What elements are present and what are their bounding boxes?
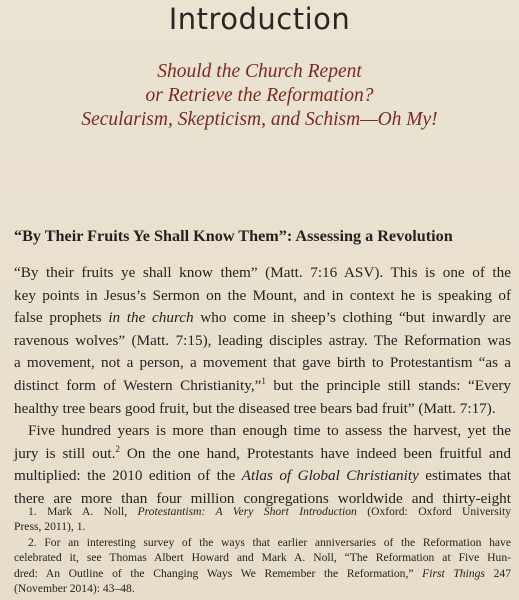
text-run: distinct form of Western Christianity,” [14,376,262,394]
text-run: (Oxford: Oxford University [356,505,512,518]
subtitle-line-2: or Retrieve the Reformation? [145,85,374,106]
paragraph-2 [14,420,511,510]
footnote-ref-2[interactable]: 2 [115,443,120,454]
body-line: a movement, not a person, a movement that gave birth to Protestantism “as a [14,354,511,372]
text-run: dred: An Outline of the Changing Ways We Remember the Reformation,” [14,566,423,580]
section-heading: “By Their Fruits Ye Shall Know Them”: Assessing a Revolution [14,227,453,245]
footnote-2-line: 2. For an interesting survey of the ways that earlier anniversaries of the Reformation have [28,535,511,549]
body-line: “By their fruits ye shall know them” (Matt. 7:16 ASV). This is one of the [14,264,511,281]
italic-run: Protestantism: A Very Short Introduction [137,505,357,518]
text-run: who come in sheep’s clothing “but inwardly are [193,309,511,327]
italic-run: in the church [108,309,194,327]
footnotes [14,504,511,596]
text-run: 1. Mark A. Noll, [28,505,138,518]
text-run: estimates that [418,467,511,485]
text-run: multiplied: the 2010 edition of the [14,467,242,485]
text-run: false prophets [14,309,109,327]
footnote-2-line: (November 2014): 43–48. [14,582,135,596]
body-line: Five hundred years is more than enough time to assess the harvest, yet the [28,422,511,440]
body-line [14,307,511,330]
body-line [14,375,511,398]
text-run: On the one hand, Protestants have indeed been fruitful and [119,444,511,462]
italic-run: Atlas of Global Christianity [241,467,419,485]
italic-run: First Things [422,566,485,580]
body-line: ravenous wolves” (Matt. 7:15), leading disciples astray. The Reformation was [14,331,511,349]
body-line: there are more than four million congregations worldwide and thirty-eight [14,489,511,507]
body-line: healthy tree bears good fruit, but the diseased tree bears bad fruit” (Matt. 7:17). [14,399,496,417]
footnote-2-line [14,566,511,581]
body-line: key points in Jesus’s Sermon on the Mount, and in context he is speaking of [14,286,511,304]
chapter-title: Introduction [168,2,351,36]
footnote-1-line: Press, 2011), 1. [14,520,86,534]
body-line [14,443,511,466]
text-run: jury is still out. [14,444,116,462]
subtitle-line-1: Should the Church Repent [157,61,362,82]
subtitle-line-3: Secularism, Skepticism, and Schism—Oh My! [81,109,438,130]
text-run: 247 [484,566,511,580]
footnote-ref-1[interactable]: 1 [261,375,266,386]
text-run: but the principle still stands: “Every [265,376,511,394]
body-line [14,465,511,488]
paragraph-1 [14,262,511,420]
footnote-1-line [14,504,511,519]
footnote-2-line: celebrated it, see Thomas Albert Howard and Mark A. Noll, “The Reformation at Five Hun- [14,551,511,565]
